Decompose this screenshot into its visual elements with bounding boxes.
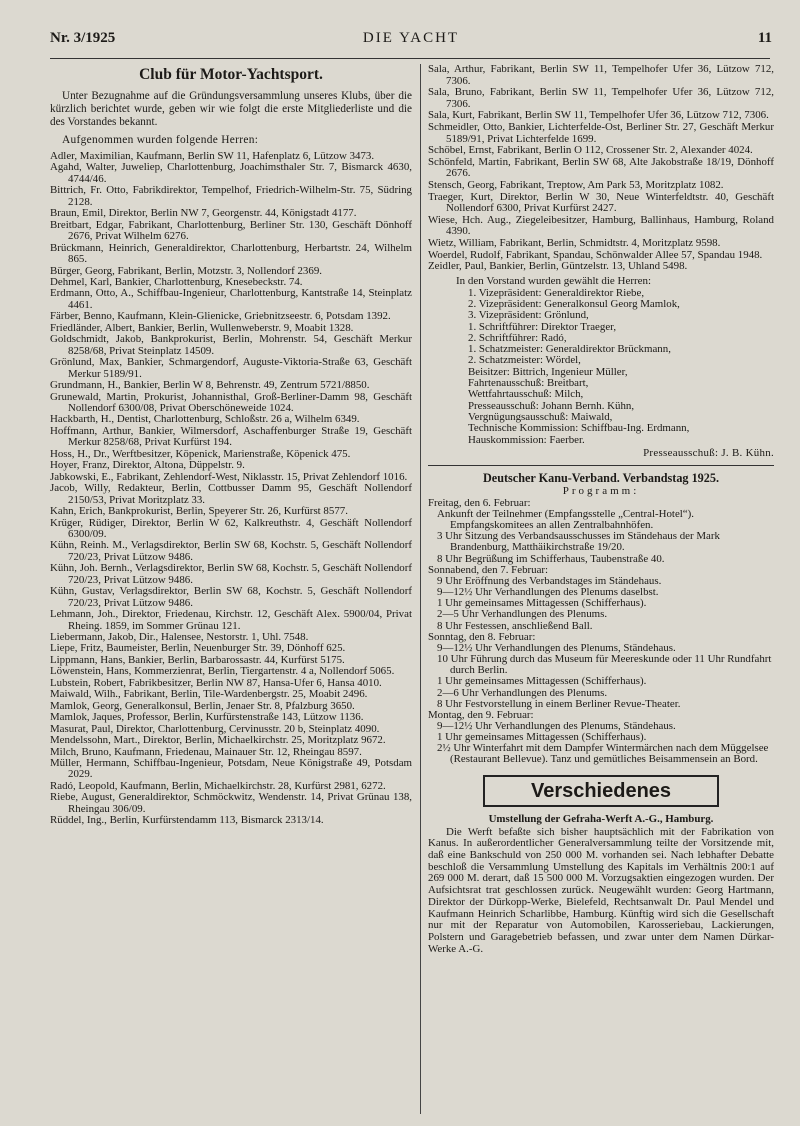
- member-entry: Breitbart, Edgar, Fabrikant, Charlottenburg, Berliner Str. 130, Geschäft Dönhoff 2676, Privat Wilhelm 6276.: [50, 218, 412, 243]
- vorstand-entry: 3. Vizepräsident: Grönlund,: [468, 309, 589, 322]
- verschiedenes-box: Verschiedenes: [483, 775, 719, 807]
- member-list-left: [50, 151, 412, 827]
- member-entry: Liepe, Fritz, Baumeister, Berlin, Neuenburger Str. 39, Dönhoff 625.: [50, 642, 346, 655]
- vorstand-entry: 2. Vizepräsident: Generalkonsul Georg Mamlok,: [468, 297, 680, 310]
- member-entry: Brückmann, Heinrich, Generaldirektor, Charlottenburg, Herbartstr. 24, Wilhelm 865.: [50, 241, 412, 266]
- member-entry: Schönfeld, Martin, Fabrikant, Berlin SW 68, Alte Jakobstraße 18/19, Dönhoff 2676.: [428, 155, 774, 180]
- programm-item: 9—12½ Uhr Verhandlungen des Plenums daselbst.: [437, 586, 659, 599]
- page-header: [50, 30, 772, 56]
- member-entry: Dehmel, Karl, Bankier, Charlottenburg, Knesebeckstr. 74.: [50, 275, 303, 288]
- right-column: [428, 64, 774, 955]
- vorstand-entry: 1. Vizepräsident: Generaldirektor Riebe,: [468, 286, 645, 299]
- programm-heading: Programm:: [562, 484, 640, 497]
- vorstand-entry: Hauskommission: Faerber.: [468, 433, 585, 446]
- programm-item: 9—12½ Uhr Verhandlungen des Plenums, Ständehaus.: [437, 641, 676, 654]
- vorstand-entry: Vergnügungsausschuß: Maiwald,: [468, 410, 613, 423]
- member-entry: Rüddel, Ing., Berlin, Kurfürstendamm 113, Bismarck 2313/14.: [50, 814, 324, 827]
- member-entry: Mamlok, Georg, Generalkonsul, Berlin, Jenaer Str. 8, Pfalzburg 3650.: [50, 699, 355, 712]
- programm-item: 8 Uhr Festessen, anschließend Ball.: [437, 619, 593, 632]
- club-intro: Unter Bezugnahme auf die Gründungsversammlung unseres Klubs, über die kürzlich berichtet wurde, geben wir wie folgt die erste Mitgliederliste und die des Vorstandes bekannt.: [50, 90, 412, 128]
- member-entry: Friedländer, Albert, Bankier, Berlin, Wullenweberstr. 9, Moabit 1328.: [50, 321, 354, 334]
- member-entry: Lippmann, Hans, Bankier, Berlin, Barbarossastr. 44, Kurfürst 5175.: [50, 653, 345, 666]
- vorstand-entry: 2. Schatzmeister: Wördel,: [468, 354, 581, 367]
- member-entry: Grunewald, Martin, Prokurist, Johannisthal, Groß-Berliner-Damm 98, Geschäft Nollendorf 6300/08, Privat Oberschöneweide 1024.: [50, 390, 412, 414]
- programm-item: 8 Uhr Begrüßung im Schifferhaus, Taubenstraße 40.: [437, 552, 665, 565]
- signature: Presseausschuß: J. B. Kühn.: [643, 446, 774, 459]
- programm-item: 2—5 Uhr Verhandlungen des Plenums.: [437, 608, 608, 621]
- programm-day: Montag, den 9. Februar:: [428, 708, 534, 721]
- member-entry: Mamlok, Jaques, Professor, Berlin, Kurfürstenstraße 143, Lützow 1136.: [50, 711, 364, 724]
- left-column: [50, 66, 412, 827]
- member-entry: Braun, Emil, Direktor, Berlin NW 7, Georgenstr. 44, Königstadt 4177.: [50, 207, 357, 220]
- journal-title: DIE YACHT: [362, 30, 460, 46]
- kanu-title: Deutscher Kanu-Verband. Verbandstag 1925.: [483, 470, 719, 485]
- member-entry: Mendelssohn, Mart., Direktor, Berlin, Michaelkirchstr. 25, Moritzplatz 9672.: [50, 734, 386, 747]
- vorstand-entry: Technische Kommission: Schiffbau-Ing. Erdmann,: [468, 422, 690, 435]
- programm-item: 1 Uhr gemeinsames Mittagessen (Schifferhaus).: [437, 597, 647, 610]
- member-entry: Stensch, Georg, Fabrikant, Treptow, Am Park 53, Moritzplatz 1082.: [428, 178, 724, 191]
- member-entry: Kühn, Joh. Bernh., Verlagsdirektor, Berlin SW 68, Kochstr. 5, Geschäft Nollendorf 720/23, Privat Lützow 9486.: [50, 562, 412, 586]
- member-entry: Riebe, August, Generaldirektor, Schmöckwitz, Wendenstr. 14, Privat Grünau 138, Rheingau 306/09.: [50, 791, 412, 815]
- member-list-right: [428, 64, 774, 273]
- member-entry: Krüger, Rüdiger, Direktor, Berlin W 62, Kalkreuthstr. 4, Geschäft Nollendorf 6300/09.: [50, 516, 412, 540]
- vorstand-entry: Fahrtenausschuß: Breitbart,: [468, 377, 589, 390]
- vorstand-list: [468, 288, 774, 446]
- member-entry: Traeger, Kurt, Direktor, Berlin W 30, Neue Winterfeldtstr. 40, Geschäft Nollendorf 6300, Privat Kurfürst 2427.: [428, 190, 774, 215]
- vorstand-entry: 2. Schriftführer: Radó,: [468, 331, 567, 344]
- member-entry: Bittrich, Fr. Otto, Fabrikdirektor, Tempelhof, Friedrich-Wilhelm-Str. 75, Südring 2128.: [50, 184, 412, 208]
- article-body: Die Werft befaßte sich bisher hauptsächlich mit der Fabrikation von Kanus. In außerordentlicher Generalversammlung teilte der Vorsitzende mit, daß eine Bankschuld von 250 000 M. vorhanden sei. Nach lebhafter Debatte beschloß die Versammlung Umstellung des Kapitals im Verhältnis 200:1 auf 269 000 M. derart, daß 15 500 000 M. Vorzugsaktien eingezogen wurden. Der Aufsichtsrat trat geschlossen zurück. Neugewählt wurden: Georg Hartmann, Direktor der Dürkopp-Werke, Bielefeld, Rechtsanwalt Dr. Paul Mendel und Kaufmann Heinrich Scharlibbe, Hamburg. Künftig wird sich die Gesellschaft nur mit der Reparatur von Automobilen, Karosseriebau, Lackierungen, Polstern und Garagebetrieb befassen, und zwar unter dem Namen Dürkar-Werke A.-G.: [428, 825, 774, 955]
- member-entry: Hackbarth, H., Dentist, Charlottenburg, Schloßstr. 26 a, Wilhelm 6349.: [50, 413, 360, 426]
- programm-item: 3 Uhr Sitzung des Verbandsausschusses im Ständehaus der Mark Brandenburg, Matthäikirchstraße 19/20.: [437, 530, 720, 554]
- programm-item: 1 Uhr gemeinsames Mittagessen (Schifferhaus).: [437, 731, 647, 744]
- member-entry: Adler, Maximilian, Kaufmann, Berlin SW 11, Hafenplatz 6, Lützow 3473.: [50, 150, 375, 162]
- programm-item: 10 Uhr Führung durch das Museum für Meereskunde oder 11 Uhr Rundfahrt durch Berlin.: [437, 653, 772, 677]
- programm-list: [428, 498, 774, 766]
- programm-day: Sonntag, den 8. Februar:: [428, 630, 536, 643]
- programm-item: 9—12½ Uhr Verhandlungen des Plenums, Ständehaus.: [437, 719, 676, 732]
- member-entry: Sala, Bruno, Fabrikant, Berlin SW 11, Tempelhofer Ufer 36, Lützow 712, 7306.: [428, 86, 774, 110]
- programm-item: 2½ Uhr Winterfahrt mit dem Dampfer Wintermärchen nach dem Müggelsee (Restaurant Bellevue). Tanz und gemütliches Beisammensein an Bord.: [437, 742, 769, 766]
- member-entry: Milch, Bruno, Kaufmann, Friedenau, Mainauer Str. 12, Rheingau 8597.: [50, 745, 362, 758]
- member-entry: Radó, Leopold, Kaufmann, Berlin, Michaelkirchstr. 28, Kurfürst 2981, 6272.: [50, 779, 386, 792]
- member-entry: Goldschmidt, Jakob, Bankprokurist, Berlin, Mohrenstr. 54, Geschäft Merkur 8258/68, Privat Steinplatz 14509.: [50, 333, 412, 357]
- member-entry: Kahn, Erich, Bankprokurist, Berlin, Speyerer Str. 26, Kurfürst 8577.: [50, 505, 348, 518]
- programm-item: 1 Uhr gemeinsames Mittagessen (Schifferhaus).: [437, 675, 647, 688]
- member-entry: Jacob, Willy, Redakteur, Berlin, Cottbusser Damm 95, Geschäft Nollendorf 2150/53, Privat Moritzplatz 33.: [50, 482, 412, 506]
- programm-item: 2—6 Uhr Verhandlungen des Plenums.: [437, 686, 608, 699]
- member-entry: Bürger, Georg, Fabrikant, Berlin, Motzstr. 3, Nollendorf 2369.: [50, 264, 322, 277]
- member-entry: Hoyer, Franz, Direktor, Altona, Düppelstr. 9.: [50, 459, 245, 472]
- member-entry: Löwenstein, Hans, Kommerzienrat, Berlin, Tiergartenstr. 4 a, Nollendorf 5065.: [50, 665, 395, 678]
- vorstand-entry: Wettfahrtausschuß: Milch,: [468, 388, 584, 401]
- vorstand-entry: Beisitzer: Bittrich, Ingenieur Müller,: [468, 365, 628, 378]
- page-number: 11: [757, 30, 772, 46]
- aufgenommen-heading: Aufgenommen wurden folgende Herren:: [62, 134, 259, 146]
- member-entry: Maiwald, Wilh., Fabrikant, Berlin, Tile-Wardenbergstr. 25, Moabit 2496.: [50, 688, 368, 701]
- programm-item: Ankunft der Teilnehmer (Empfangsstelle „Central-Hotel“). Empfangskomitees an allen Zentralbahnhöfen.: [437, 508, 694, 532]
- member-entry: Agahd, Walter, Juweliер, Charlottenburg, Joachimsthaler Str. 7, Bismarck 4630, 4744/46.: [50, 161, 412, 185]
- member-entry: Grundmann, H., Bankier, Berlin W 8, Behrenstr. 49, Zentrum 5721/8850.: [50, 379, 370, 392]
- member-entry: Grönlund, Max, Bankier, Schmargendorf, Auguste-Viktoria-Straße 63, Geschäft Merkur 5189/91.: [50, 356, 412, 380]
- programm-item: 9 Uhr Eröffnung des Verbandstages im Ständehaus.: [437, 574, 662, 587]
- member-entry: Liebermann, Jakob, Dir., Halensee, Nestorstr. 1, Uhl. 7548.: [50, 631, 309, 644]
- programm-day: Sonnabend, den 7. Februar:: [428, 563, 549, 576]
- programm-day: Freitag, den 6. Februar:: [428, 496, 531, 509]
- club-title: Club für Motor-Yachtsport.: [139, 66, 323, 83]
- member-entry: Sala, Kurt, Fabrikant, Berlin SW 11, Tempelhofer Ufer 36, Lützow 712, 7306.: [428, 109, 769, 122]
- vorstand-entry: Presseausschuß: Johann Bernh. Kühn,: [468, 399, 635, 412]
- header-rule: [50, 58, 770, 59]
- member-entry: Sala, Arthur, Fabrikant, Berlin SW 11, Tempelhofer Ufer 36, Lützow 712, 7306.: [428, 63, 774, 87]
- vorstand-entry: 1. Schriftführer: Direktor Traeger,: [468, 320, 617, 333]
- column-divider: [420, 64, 421, 1114]
- issue-number: Nr. 3/1925: [50, 30, 116, 46]
- section-rule: [428, 465, 774, 466]
- vorstand-title: In den Vorstand wurden gewählt die Herren:: [456, 274, 652, 287]
- member-entry: Zeidler, Paul, Bankier, Berlin, Güntzelstr. 13, Uhland 5498.: [428, 260, 688, 273]
- member-entry: Müller, Hermann, Schiffbau-Ingenieur, Potsdam, Neue Königstraße 49, Potsdam 2029.: [50, 757, 412, 781]
- member-entry: Lehmann, Joh., Direktor, Friedenau, Kirchstr. 12, Geschäft Alex. 5900/04, Privat Rheing. 1859, im Sommer Grünau 121.: [50, 608, 412, 632]
- member-entry: Woerdel, Rudolf, Fabrikant, Spandau, Schönwalder Allee 57, Spandau 1948.: [428, 248, 763, 261]
- member-entry: Wiese, Hch. Aug., Ziegeleibesitzer, Hamburg, Ballinhaus, Hamburg, Roland 4390.: [428, 213, 774, 238]
- member-entry: Hoffmann, Arthur, Bankier, Wilmersdorf, Aschaffenburger Straße 19, Geschäft Merkur 8258/68, Privat Kurfürst 194.: [50, 424, 412, 449]
- member-entry: Erdmann, Otto, A., Schiffbau-Ingenieur, Charlottenburg, Kantstraße 14, Steinplatz 4461.: [50, 287, 412, 311]
- member-entry: Masurat, Paul, Direktor, Charlottenburg, Cervinusstr. 20 b, Steinplatz 4090.: [50, 722, 380, 735]
- member-entry: Hoss, H., Dr., Werftbesitzer, Köpenick, Marienstraße, Köpenick 475.: [50, 447, 351, 460]
- programm-item: 8 Uhr Festvorstellung in einem Berliner Revue-Theater.: [437, 697, 681, 710]
- member-entry: Lubstein, Robert, Fabrikbesitzer, Berlin NW 87, Hansa-Ufer 6, Hansa 4010.: [50, 676, 382, 689]
- vorstand-entry: 1. Schatzmeister: Generaldirektor Brückmann,: [468, 343, 671, 356]
- member-entry: Schöbel, Ernst, Fabrikant, Berlin O 112, Crossener Str. 2, Alexander 4024.: [428, 144, 753, 157]
- member-entry: Färber, Benno, Kaufmann, Klein-Glienicke, Griebnitzseestr. 6, Potsdam 1392.: [50, 310, 391, 323]
- article-title: Umstellung der Gefraha-Werft A.-G., Hamburg.: [488, 812, 714, 825]
- member-entry: Kühn, Reinh. M., Verlagsdirektor, Berlin SW 68, Kochstr. 5, Geschäft Nollendorf 720/23, Privat Lützow 9486.: [50, 539, 412, 563]
- member-entry: Schmeidler, Otto, Bankier, Lichterfelde-Ost, Berliner Str. 27, Geschäft Merkur 5189/91, Privat Lichterfelde 1699.: [428, 120, 774, 145]
- member-entry: Jabkowski, E., Fabrikant, Zehlendorf-West, Niklasstr. 15, Privat Zehlendorf 1016.: [50, 470, 408, 483]
- member-entry: Kühn, Gustav, Verlagsdirektor, Berlin SW 68, Kochstr. 5, Geschäft Nollendorf 720/23, Privat Lützow 9486.: [50, 585, 412, 609]
- member-entry: Wietz, William, Fabrikant, Berlin, Schmidtstr. 4, Moritzplatz 9598.: [428, 236, 721, 249]
